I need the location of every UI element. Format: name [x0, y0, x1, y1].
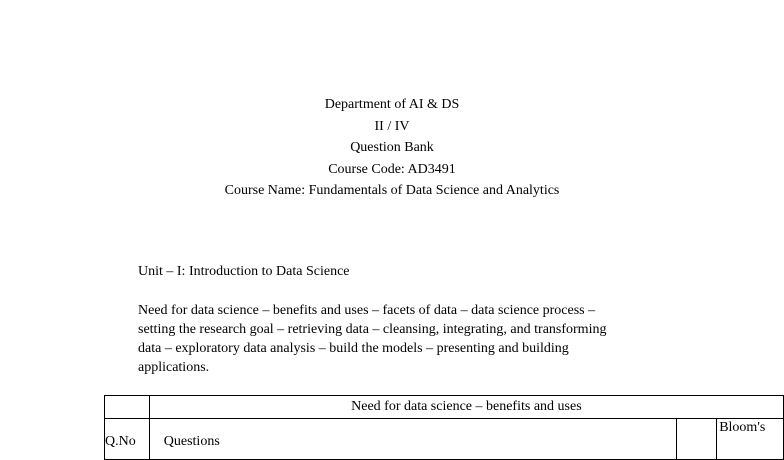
question-table — [104, 395, 784, 460]
department-name: Department of AI & DS — [324, 97, 460, 112]
syllabus-line: setting the research goal – retrieving data – cleansing, integrating, and transforming — [138, 322, 607, 337]
table-cell-empty — [105, 396, 150, 419]
unit-title: Unit – I: Introduction to Data Science — [138, 264, 350, 279]
syllabus-line: applications. — [138, 360, 210, 375]
topic-heading: Need for data science – benefits and uses — [149, 396, 783, 419]
document-header — [0, 94, 784, 202]
topic-row — [105, 396, 784, 419]
course-code: Course Code: AD3491 — [328, 161, 456, 177]
column-header-row — [105, 419, 784, 460]
qno-header-label: Q.No — [105, 434, 136, 449]
blooms-header: Bloom's — [717, 419, 784, 460]
syllabus-line: Need for data science – benefits and uses – facets of data – data science process – — [138, 303, 596, 318]
questions-header-label: Questions — [163, 434, 220, 449]
course-name: Course Name: Fundamentals of Data Science and Analytics — [224, 183, 560, 198]
syllabus-line: data – exploratory data analysis – build the models – presenting and building — [138, 341, 569, 356]
table-cell-empty — [676, 419, 716, 460]
year-semester: II / IV — [374, 118, 410, 134]
document-type: Question Bank — [350, 140, 434, 155]
qno-header — [105, 419, 150, 460]
questions-header — [149, 419, 676, 460]
unit-syllabus — [138, 301, 606, 377]
